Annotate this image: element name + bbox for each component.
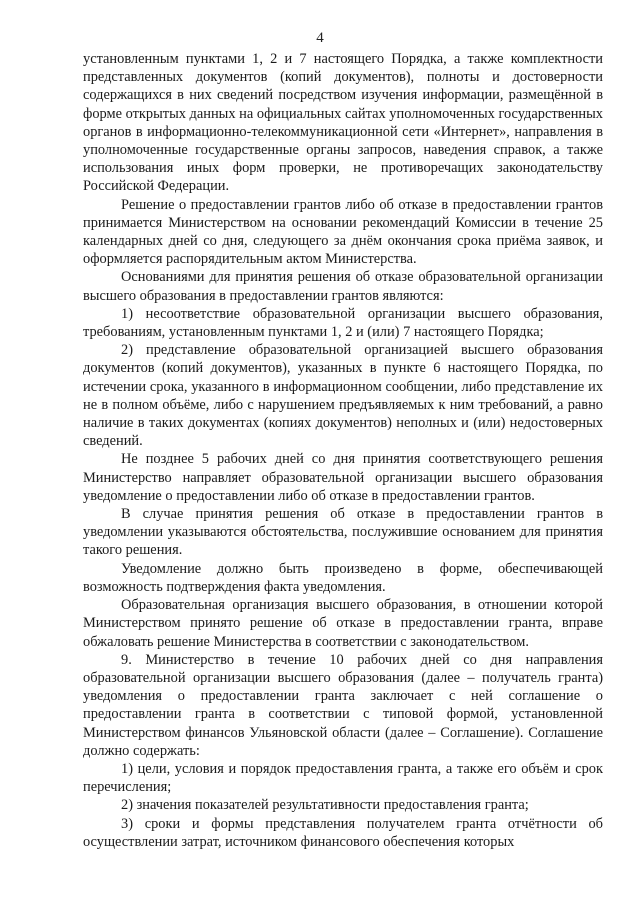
paragraph: Образовательная организация высшего образования, в отношении которой Министерством принято решение об отказе в предоставлении гранта, вправе обжаловать решение Министерства в соответствии с законодательством. <box>83 597 603 650</box>
paragraph: 3) сроки и формы представления получателем гранта отчётности об осуществлении затрат, источником финансового обеспечения которых <box>83 815 603 850</box>
paragraph: 2) представление образовательной организацией высшего образования документов (копий документов), указанных в пункте 6 настоящего Порядка, по истечении срока, указанного в информационном сообщении, либо представление их не в полном объёме, либо с нарушением предъявляемых к ним требований, а равно наличие в таких документах (копиях документов) неполных и (или) недостоверных сведений. <box>83 342 603 450</box>
paragraph: Основаниями для принятия решения об отказе образовательной организации высшего образования в предоставлении грантов являются: <box>83 269 603 304</box>
paragraph: Не позднее 5 рабочих дней со дня принятия соответствующего решения Министерство направляет образовательной организации высшего образования уведомление о предоставлении либо об отказе в предоставлении грантов. <box>83 451 603 504</box>
paragraph: установленным пунктами 1, 2 и 7 настоящего Порядка, а также комплектности представленных документов (копий документов), полноты и достоверности содержащихся в них сведений посредством изучения информации, размещённой в форме открытых данных на официальных сайтах уполномоченных государственных органов в информационно-телекоммуникационной сети «Интернет», направления в уполномоченные государственные органы запросов, наведения справок, а также использования иных форм проверки, не противоречащих законодательству Российской Федерации. <box>83 51 603 195</box>
paragraph: Уведомление должно быть произведено в форме, обеспечивающей возможность подтверждения факта уведомления. <box>83 560 603 595</box>
paragraph: Решение о предоставлении грантов либо об отказе в предоставлении грантов принимается Министерством на основании рекомендаций Комиссии в течение 25 календарных дней со дня, следующего за днём окончания срока приёма заявок, и оформляется распорядительным актом Министерства. <box>83 196 603 268</box>
paragraph: 1) цели, условия и порядок предоставления гранта, а также его объём и срок перечисления; <box>83 760 603 796</box>
document-body <box>83 50 603 851</box>
paragraph: 9. Министерство в течение 10 рабочих дней со дня направления образовательной организации высшего образования (далее – получатель гранта) уведомления о предоставлении гранта заключает с ней соглашение о предоставлении гранта в соответствии с типовой формой, установленной Министерством финансов Ульяновской области (далее – Соглашение). Соглашение должно содержать: <box>83 651 603 759</box>
paragraph: 2) значения показателей результативности предоставления гранта; <box>121 797 529 814</box>
paragraph: 1) несоответствие образовательной организации высшего образования, требованиям, установленным пунктами 1, 2 и (или) 7 настоящего Порядка; <box>83 305 603 341</box>
page-number: 4 <box>316 30 324 46</box>
paragraph: В случае принятия решения об отказе в предоставлении грантов в уведомлении указываются обстоятельства, послужившие основанием для принятия такого решения. <box>83 506 603 559</box>
